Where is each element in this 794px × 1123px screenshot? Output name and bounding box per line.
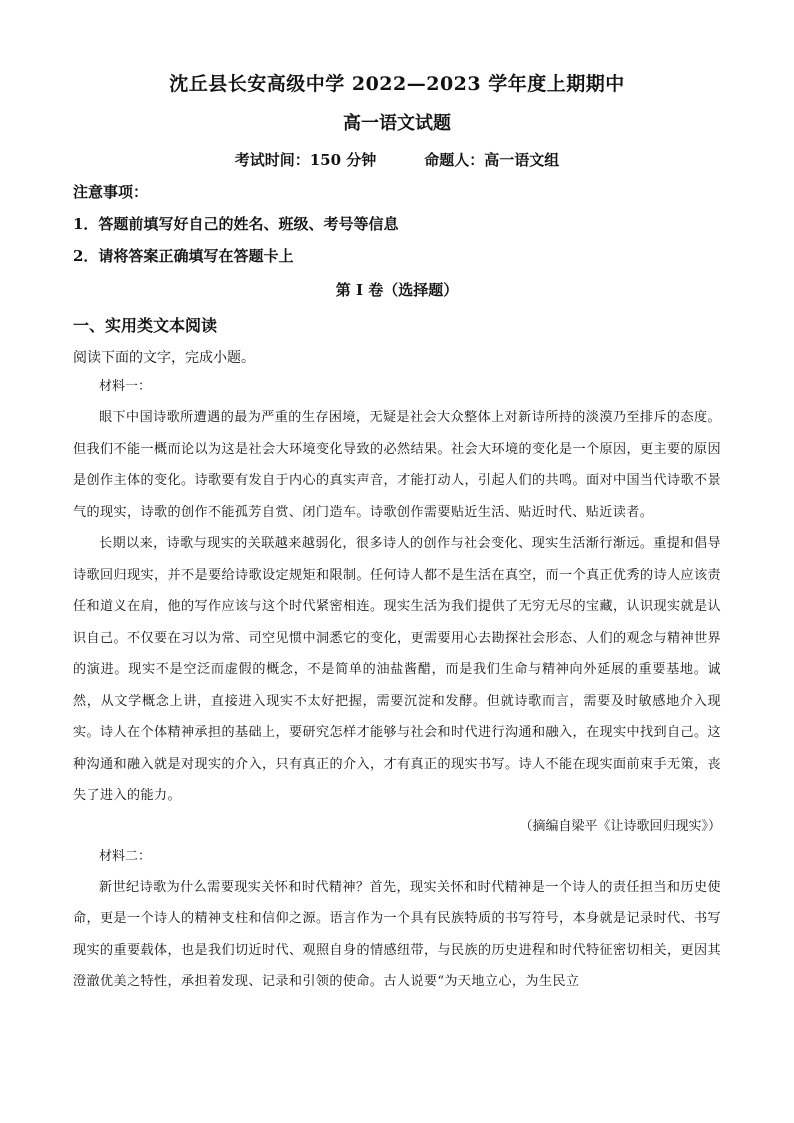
exam-title: 沈丘县长安高级中学 2022—2023 学年度上期期中 bbox=[169, 73, 625, 95]
exam-subtitle: 高一语文试题 bbox=[343, 113, 451, 134]
material2-paragraph: 新世纪诗歌为什么需要现实关怀和时代精神？首先，现实关怀和时代精神是一个诗人的责任担当和历史使命，更是一个诗人的精神支柱和信仰之源。语言作为一个具有民族特质的书写符号，本身就是记录时代、书写现实的重要载体，也是我们切近时代、观照自身的情感纽带，与民族的历史进程和时代特征密切相关，更因其澄澈优美之特性，承担着发现、记录和引领的使命。古人说要“为天地立心，为生民立 bbox=[73, 879, 721, 989]
section-instruction: 阅读下面的文字，完成小题。 bbox=[73, 350, 255, 366]
volume-title: 第 I 卷（选择题） bbox=[335, 281, 459, 299]
notes-item: 1．答题前填写好自己的姓名、班级、考号等信息 bbox=[73, 215, 399, 233]
material2-label: 材料二： bbox=[99, 848, 152, 864]
section-heading: 一、实用类文本阅读 bbox=[73, 316, 218, 335]
notes-item: 2．请将答案正确填写在答题卡上 bbox=[73, 247, 294, 265]
material1-source: （摘编自梁平《让诗歌回归现实》） bbox=[519, 818, 721, 834]
material1-label: 材料一： bbox=[99, 379, 152, 394]
material1-paragraph: 长期以来，诗歌与现实的关联越来越弱化，很多诗人的创作与社会变化、现实生活渐行渐远。重提和倡导诗歌回归现实，并不是要给诗歌设定规矩和限制。任何诗人都不是生活在真空，而一个真正优秀的诗人应该责任和道义在肩，他的写作应该与这个时代紧密相连。现实生活为我们提供了无穷无尽的宝藏，认识现实就是认识自己。不仅要在习以为常、司空见惯中洞悉它的变化，更需要用心去勘探社会形态、人们的观念与精神世界的演进。现实不是空泛而虚假的概念，不是简单的油盐酱醋，而是我们生命与精神向外延展的重要基地。诚然，从文学概念上讲，直接进入现实不太好把握，需要沉淀和发酵。但就诗歌而言，需要及时敏感地介入现实。诗人在个体精神承担的基础上，要研究怎样才能够与社会和时代进行沟通和融入，在现实中找到自己。这种沟通和融入就是对现实的介入，只有真正的介入，才有真正的现实书写。诗人不能在现实面前束手无策，丧失了进入的能力。 bbox=[73, 536, 721, 803]
exam-author: 命题人：高一语文组 bbox=[424, 151, 560, 169]
notes-heading: 注意事项： bbox=[73, 183, 149, 201]
exam-meta bbox=[73, 144, 721, 176]
material1-paragraph: 眼下中国诗歌所遭遇的最为严重的生存困境，无疑是社会大众整体上对新诗所持的淡漠乃至排斥的态度。但我们不能一概而论以为这是社会大环境变化导致的必然结果。社会大环境的变化是一个原因，更主要的原因是创作主体的变化。诗歌要有发自于内心的真实声音，才能打动人，引起人们的共鸣。面对中国当代诗歌不景气的现实，诗歌的创作不能孤芳自赏、闭门造车。诗歌创作需要贴近生活、贴近时代、贴近读者。 bbox=[73, 410, 721, 520]
exam-time: 考试时间：150 分钟 bbox=[234, 151, 377, 169]
document-page bbox=[73, 64, 721, 998]
